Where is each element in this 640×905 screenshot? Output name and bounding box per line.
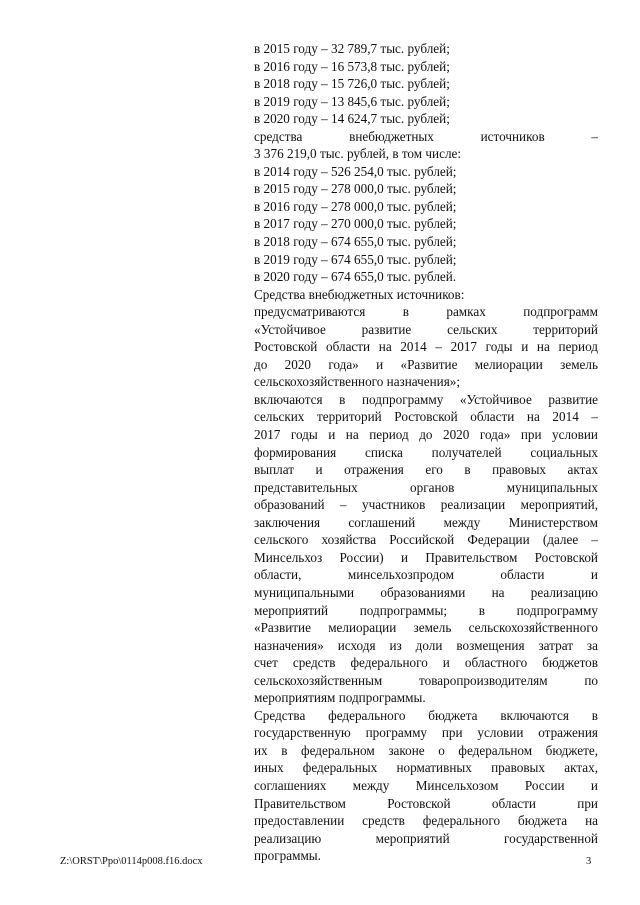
text-line: Минсельхоз России) и Правительством Ростовской — [254, 549, 598, 565]
text-line: в 2016 году – 16 573,8 тыс. рублей; — [254, 58, 450, 74]
text-line: мероприятий подпрограммы; в подпрограмму — [254, 602, 598, 618]
text-line: соглашениях между Минсельхозом России и — [254, 777, 598, 793]
text-line: формирования списка получателей социальных — [254, 444, 598, 460]
text-line: сельскохозяйственным товаропроизводителям по — [254, 672, 598, 688]
text-line: 3 376 219,0 тыс. рублей, в том числе: — [254, 146, 462, 162]
text-line: выплат и отражения его в правовых актах — [254, 462, 598, 478]
text-line: Ростовской области на 2014 – 2017 годы и на период — [254, 339, 598, 355]
text-line: муниципальными образованиями на реализацию — [254, 584, 598, 600]
text-line: в 2016 году – 278 000,0 тыс. рублей; — [254, 198, 457, 214]
text-line: в 2019 году – 674 655,0 тыс. рублей; — [254, 251, 457, 267]
text-line: до 2020 года» и «Развитие мелиорации земель — [254, 356, 598, 372]
text-line: предусматриваются в рамках подпрограмм — [254, 304, 598, 320]
text-line: образований – участников реализации мероприятий, — [254, 497, 598, 513]
text-line: Средства федерального бюджета включаются в — [254, 707, 598, 723]
footer-file-path: Z:\ORST\Ppo\0114p008.f16.docx — [60, 856, 203, 867]
text-line: в 2020 году – 674 655,0 тыс. рублей. — [254, 269, 457, 285]
text-line: программы. — [254, 848, 321, 864]
text-line: «Устойчивое развитие сельских территорий — [254, 321, 598, 337]
text-line: заключения соглашений между Министерством — [254, 514, 598, 530]
text-line: Правительством Ростовской области при — [254, 795, 598, 811]
text-line: мероприятиям подпрограммы. — [254, 690, 426, 706]
text-line: в 2015 году – 32 789,7 тыс. рублей; — [254, 41, 450, 56]
text-line: «Развитие мелиорации земель сельскохозяйственного — [254, 620, 598, 636]
document-body-text — [254, 40, 598, 865]
text-line: в 2018 году – 15 726,0 тыс. рублей; — [254, 76, 450, 92]
text-line: 2017 годы и на период до 2020 года» при условии — [254, 427, 598, 443]
text-line: их в федеральном законе о федеральном бюджете, — [254, 742, 598, 758]
text-line: счет средств федерального и областного бюджетов — [254, 655, 598, 671]
text-line: государственную программу при условии отражения — [254, 725, 598, 741]
text-line: назначения» исходя из доли возмещения затрат за — [254, 637, 598, 653]
text-line: области, минсельхозпродом области и — [254, 567, 598, 583]
text-line: в 2019 году – 13 845,6 тыс. рублей; — [254, 93, 450, 109]
text-line: в 2014 году – 526 254,0 тыс. рублей; — [254, 163, 457, 179]
text-line: сельских территорий Ростовской области на 2014 – — [254, 409, 598, 425]
text-line: в 2015 году – 278 000,0 тыс. рублей; — [254, 181, 457, 197]
text-line: Средства внебюджетных источников: — [254, 286, 465, 302]
text-line: сельского хозяйства Российской Федерации (далее – — [254, 532, 598, 548]
text-line: иных федеральных нормативных правовых актах, — [254, 760, 598, 776]
footer-page-number: 3 — [586, 856, 592, 867]
text-line: в 2020 году – 14 624,7 тыс. рублей; — [254, 111, 450, 127]
text-line: средства внебюджетных источников – — [254, 128, 598, 144]
text-line: в 2017 году – 270 000,0 тыс. рублей; — [254, 216, 457, 232]
text-line: включаются в подпрограмму «Устойчивое развитие — [254, 391, 598, 407]
text-line: реализацию мероприятий государственной — [254, 830, 598, 846]
text-line: представительных органов муниципальных — [254, 479, 598, 495]
text-line: сельскохозяйственного назначения»; — [254, 374, 461, 390]
text-line: в 2018 году – 674 655,0 тыс. рублей; — [254, 234, 457, 250]
text-line: предоставлении средств федерального бюджета на — [254, 813, 598, 829]
